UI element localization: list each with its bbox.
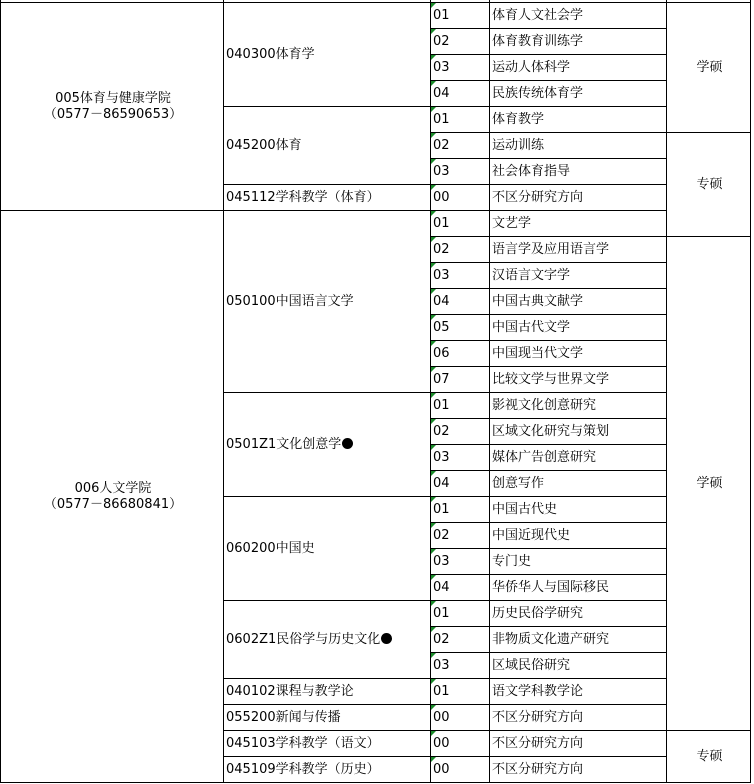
cell-comment-marker-icon	[431, 29, 436, 34]
direction-name: 体育教育训练学	[492, 33, 584, 49]
direction-name-cell[interactable]	[490, 367, 667, 393]
direction-code-cell[interactable]	[431, 107, 490, 133]
direction-name: 不区分研究方向	[492, 189, 584, 205]
college-name: 006人文学院	[74, 480, 152, 496]
major-name: 055200新闻与传播	[226, 709, 341, 725]
cell-comment-marker-icon	[431, 367, 436, 372]
degree-type-cell[interactable]	[667, 3, 751, 133]
degree-type-label: 专硕	[696, 176, 723, 192]
direction-name: 民族传统体育学	[492, 85, 584, 101]
direction-code-cell[interactable]	[431, 367, 490, 393]
direction-name-cell[interactable]	[490, 679, 667, 705]
direction-code-cell[interactable]	[431, 133, 490, 159]
direction-name: 比较文学与世界文学	[492, 371, 610, 387]
major-name: 040102课程与教学论	[226, 683, 354, 699]
major-cell[interactable]	[224, 731, 431, 757]
direction-name: 影视文化创意研究	[492, 397, 597, 413]
direction-name-cell[interactable]	[490, 627, 667, 653]
direction-code-cell[interactable]	[431, 315, 490, 341]
cell-comment-marker-icon	[431, 107, 436, 112]
cell-comment-marker-icon	[431, 575, 436, 580]
degree-type-label: 学硕	[696, 59, 723, 75]
direction-code: 02	[433, 241, 450, 257]
degree-type-label: 专硕	[696, 748, 723, 764]
direction-name-cell[interactable]	[490, 419, 667, 445]
direction-code-cell[interactable]	[431, 523, 490, 549]
direction-name-cell[interactable]	[490, 159, 667, 185]
direction-code: 04	[433, 85, 450, 101]
direction-name-cell[interactable]	[490, 653, 667, 679]
direction-code-cell[interactable]	[431, 3, 490, 29]
direction-code: 01	[433, 605, 450, 621]
cell-comment-marker-icon	[431, 601, 436, 606]
major-cell[interactable]	[224, 393, 431, 497]
direction-code-cell[interactable]	[431, 731, 490, 757]
direction-name-cell[interactable]	[490, 705, 667, 731]
direction-name-cell[interactable]	[490, 185, 667, 211]
direction-code: 03	[433, 163, 450, 179]
direction-code: 02	[433, 527, 450, 543]
direction-name: 语言学及应用语言学	[492, 241, 610, 257]
direction-code: 06	[433, 345, 450, 361]
direction-code-cell[interactable]	[431, 263, 490, 289]
table-row	[1, 3, 751, 29]
cell-comment-marker-icon	[431, 757, 436, 762]
major-cell[interactable]	[224, 497, 431, 601]
direction-code: 00	[433, 735, 450, 751]
direction-name-cell[interactable]	[490, 133, 667, 159]
direction-code: 02	[433, 137, 450, 153]
direction-code-cell[interactable]	[431, 601, 490, 627]
major-name: 040300体育学	[226, 46, 315, 62]
cell-comment-marker-icon	[431, 679, 436, 684]
direction-code: 01	[433, 7, 450, 23]
direction-name: 语文学科教学论	[492, 683, 584, 699]
direction-name-cell[interactable]	[490, 757, 667, 783]
direction-code-cell[interactable]	[431, 289, 490, 315]
direction-name: 媒体广告创意研究	[492, 449, 597, 465]
direction-name: 区域文化研究与策划	[492, 423, 610, 439]
major-cell[interactable]	[224, 757, 431, 783]
major-cell[interactable]	[224, 211, 431, 393]
direction-name: 区域民俗研究	[492, 657, 571, 673]
degree-type-cell[interactable]	[667, 133, 751, 237]
direction-name-cell[interactable]	[490, 497, 667, 523]
direction-code: 01	[433, 397, 450, 413]
degree-type-label: 学硕	[696, 475, 723, 491]
direction-name: 体育教学	[492, 111, 545, 127]
cell-comment-marker-icon	[431, 705, 436, 710]
direction-code: 05	[433, 319, 450, 335]
direction-code-cell[interactable]	[431, 497, 490, 523]
cell-comment-marker-icon	[431, 445, 436, 450]
direction-name-cell[interactable]	[490, 237, 667, 263]
direction-code-cell[interactable]	[431, 341, 490, 367]
direction-name: 不区分研究方向	[492, 709, 584, 725]
direction-code: 04	[433, 475, 450, 491]
direction-code-cell[interactable]	[431, 549, 490, 575]
direction-name: 中国近现代史	[492, 527, 571, 543]
cell-comment-marker-icon	[431, 341, 436, 346]
direction-name: 运动训练	[492, 137, 545, 153]
college-name: 005体育与健康学院	[55, 90, 171, 106]
major-cell[interactable]	[224, 3, 431, 107]
direction-name-cell[interactable]	[490, 445, 667, 471]
degree-type-cell[interactable]	[667, 237, 751, 731]
degree-type-cell[interactable]	[667, 731, 751, 783]
direction-name-cell[interactable]	[490, 289, 667, 315]
direction-code: 01	[433, 501, 450, 517]
direction-name-cell[interactable]	[490, 575, 667, 601]
major-name: 045103学科教学（语文）	[226, 735, 380, 751]
direction-name: 体育人文社会学	[492, 7, 584, 23]
direction-code: 00	[433, 189, 450, 205]
major-name: 050100中国语言文学	[226, 293, 354, 309]
direction-name: 中国古代史	[492, 501, 558, 517]
direction-name-cell[interactable]	[490, 523, 667, 549]
cell-comment-marker-icon	[431, 159, 436, 164]
direction-code-cell[interactable]	[431, 705, 490, 731]
cell-comment-marker-icon	[431, 315, 436, 320]
cell-comment-marker-icon	[431, 419, 436, 424]
direction-name: 中国古典文献学	[492, 293, 584, 309]
direction-name: 中国现当代文学	[492, 345, 584, 361]
cell-comment-marker-icon	[431, 731, 436, 736]
direction-code: 02	[433, 423, 450, 439]
direction-name: 不区分研究方向	[492, 761, 584, 777]
direction-name-cell[interactable]	[490, 471, 667, 497]
direction-code: 01	[433, 215, 450, 231]
direction-name-cell[interactable]	[490, 549, 667, 575]
direction-name: 中国古代文学	[492, 319, 571, 335]
major-name: 0602Z1民俗学与历史文化	[226, 631, 381, 647]
direction-code-cell[interactable]	[431, 81, 490, 107]
direction-code-cell[interactable]	[431, 419, 490, 445]
filled-circle-icon	[381, 633, 392, 644]
cell-comment-marker-icon	[431, 81, 436, 86]
direction-code-cell[interactable]	[431, 679, 490, 705]
direction-code: 03	[433, 657, 450, 673]
direction-name: 华侨华人与国际移民	[492, 579, 610, 595]
cell-comment-marker-icon	[431, 211, 436, 216]
direction-name-cell[interactable]	[490, 55, 667, 81]
direction-code-cell[interactable]	[431, 185, 490, 211]
cell-comment-marker-icon	[431, 653, 436, 658]
college-cell[interactable]	[1, 211, 224, 783]
direction-name-cell[interactable]	[490, 107, 667, 133]
direction-code-cell[interactable]	[431, 29, 490, 55]
direction-code-cell[interactable]	[431, 757, 490, 783]
filled-circle-icon	[342, 438, 353, 449]
cell-comment-marker-icon	[431, 263, 436, 268]
major-cell[interactable]	[224, 601, 431, 679]
direction-code-cell[interactable]	[431, 575, 490, 601]
cell-comment-marker-icon	[431, 55, 436, 60]
direction-name-cell[interactable]	[490, 601, 667, 627]
cell-comment-marker-icon	[431, 185, 436, 190]
major-name: 0501Z1文化创意学	[226, 436, 342, 452]
direction-name: 社会体育指导	[492, 163, 571, 179]
cell-comment-marker-icon	[431, 523, 436, 528]
college-phone: （0577－86680841）	[43, 496, 183, 512]
major-name: 045200体育	[226, 137, 302, 153]
direction-code: 00	[433, 761, 450, 777]
direction-code: 03	[433, 267, 450, 283]
direction-code-cell[interactable]	[431, 445, 490, 471]
direction-code: 04	[433, 293, 450, 309]
direction-name: 文艺学	[492, 215, 532, 231]
direction-name: 专门史	[492, 553, 532, 569]
table-row	[1, 211, 751, 237]
direction-code-cell[interactable]	[431, 653, 490, 679]
direction-name: 历史民俗学研究	[492, 605, 584, 621]
major-name: 060200中国史	[226, 540, 315, 556]
college-cell[interactable]	[1, 3, 224, 211]
direction-code: 03	[433, 553, 450, 569]
cell-comment-marker-icon	[431, 133, 436, 138]
direction-name-cell[interactable]	[490, 263, 667, 289]
direction-code: 00	[433, 709, 450, 725]
cell-comment-marker-icon	[431, 627, 436, 632]
cell-comment-marker-icon	[431, 393, 436, 398]
cell-comment-marker-icon	[431, 3, 436, 8]
direction-name: 汉语言文字学	[492, 267, 571, 283]
direction-code: 02	[433, 631, 450, 647]
cell-comment-marker-icon	[431, 289, 436, 294]
direction-name: 不区分研究方向	[492, 735, 584, 751]
direction-code-cell[interactable]	[431, 627, 490, 653]
cell-comment-marker-icon	[431, 549, 436, 554]
direction-code-cell[interactable]	[431, 159, 490, 185]
direction-code: 03	[433, 449, 450, 465]
cell-comment-marker-icon	[431, 237, 436, 242]
direction-code: 03	[433, 59, 450, 75]
major-cell[interactable]	[224, 107, 431, 185]
direction-name: 运动人体科学	[492, 59, 571, 75]
direction-code-cell[interactable]	[431, 211, 490, 237]
cell-comment-marker-icon	[431, 471, 436, 476]
direction-code: 07	[433, 371, 450, 387]
direction-name: 创意写作	[492, 475, 545, 491]
major-cell[interactable]	[224, 679, 431, 705]
cell-comment-marker-icon	[431, 497, 436, 502]
college-phone: （0577－86590653）	[43, 106, 183, 122]
table-body	[1, 0, 751, 783]
direction-name-cell[interactable]	[490, 393, 667, 419]
direction-name: 非物质文化遗产研究	[492, 631, 610, 647]
major-name: 045112学科教学（体育）	[226, 189, 380, 205]
direction-code: 02	[433, 33, 450, 49]
direction-code: 04	[433, 579, 450, 595]
direction-code-cell[interactable]	[431, 55, 490, 81]
major-name: 045109学科教学（历史）	[226, 761, 380, 777]
direction-name-cell[interactable]	[490, 341, 667, 367]
direction-code-cell[interactable]	[431, 237, 490, 263]
major-cell[interactable]	[224, 185, 431, 211]
major-cell[interactable]	[224, 705, 431, 731]
direction-name-cell[interactable]	[490, 3, 667, 29]
direction-code: 01	[433, 683, 450, 699]
direction-name-cell[interactable]	[490, 81, 667, 107]
direction-name-cell[interactable]	[490, 731, 667, 757]
direction-code-cell[interactable]	[431, 471, 490, 497]
direction-name-cell[interactable]	[490, 29, 667, 55]
direction-name-cell[interactable]	[490, 315, 667, 341]
direction-name-cell[interactable]	[490, 211, 667, 237]
direction-code-cell[interactable]	[431, 393, 490, 419]
direction-code: 01	[433, 111, 450, 127]
